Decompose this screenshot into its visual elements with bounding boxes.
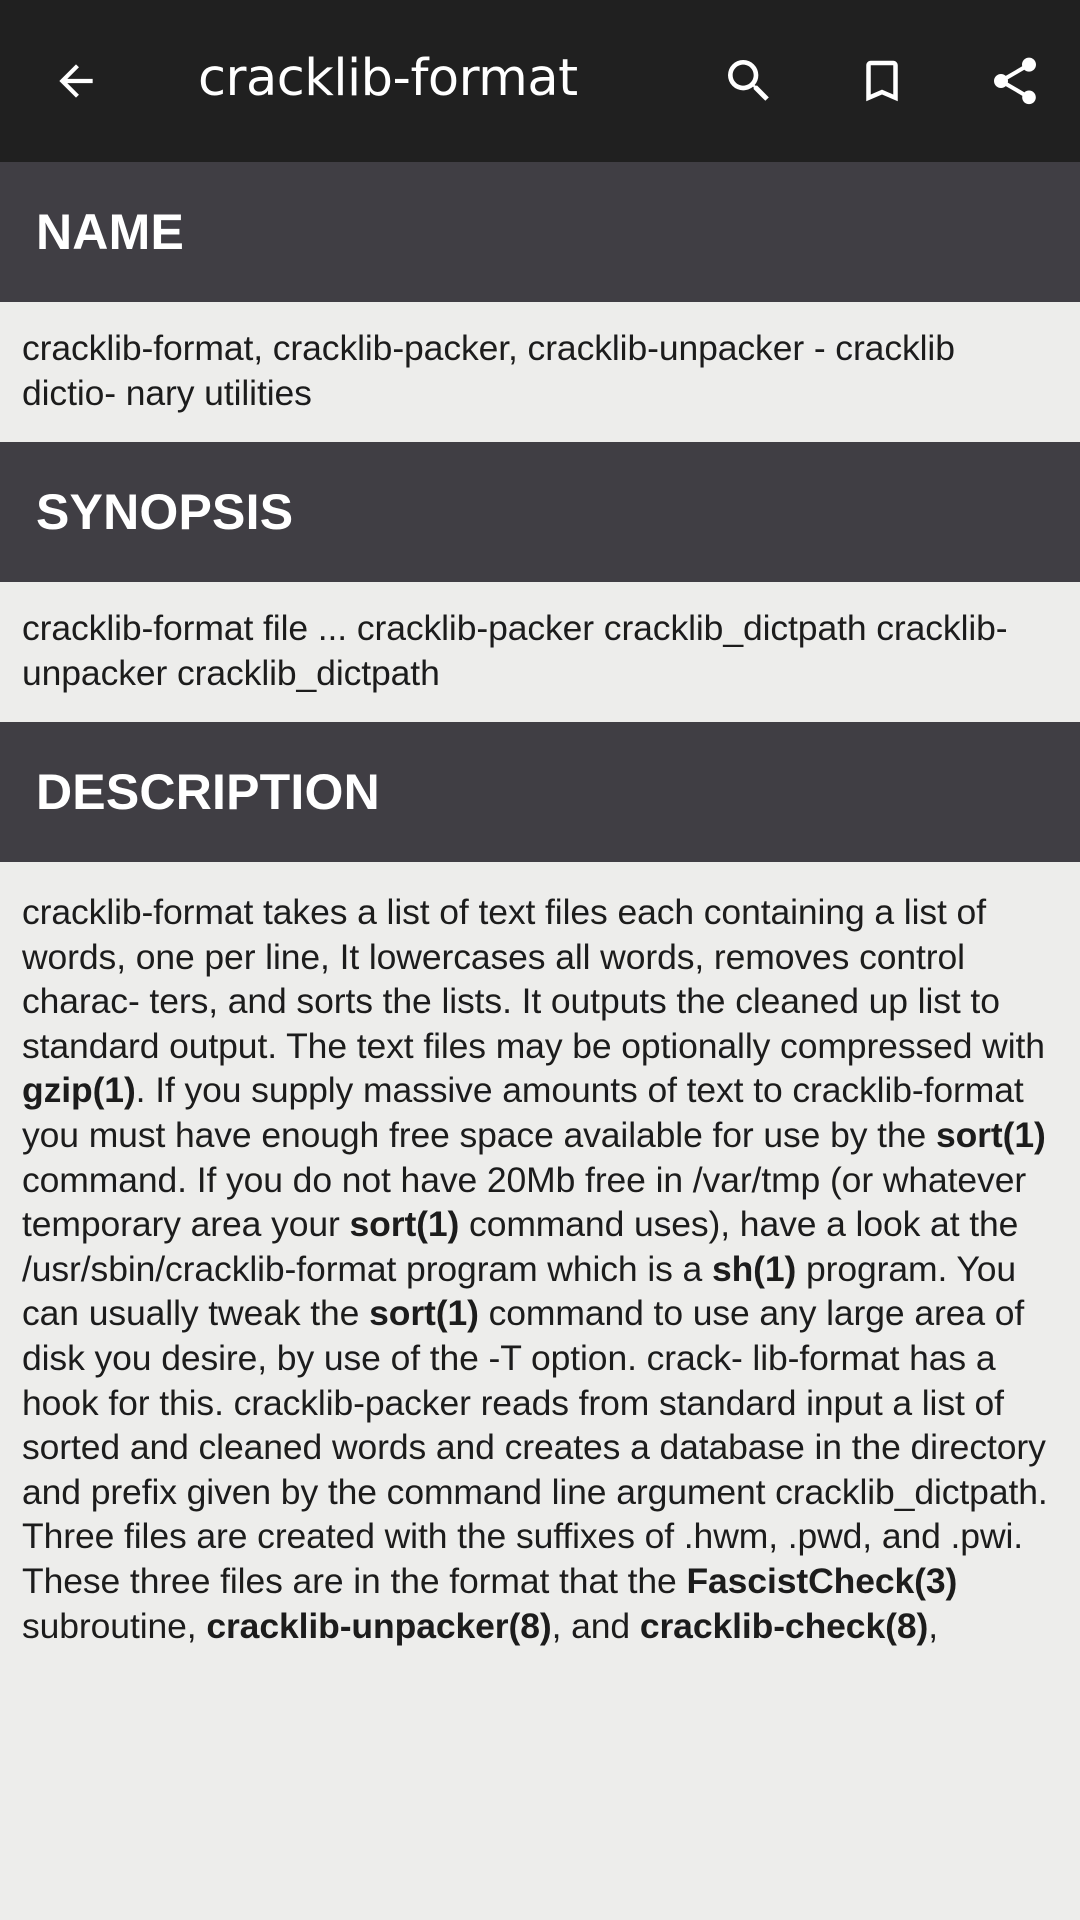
arrow-back-icon bbox=[51, 56, 101, 106]
section-body-synopsis bbox=[0, 582, 1080, 722]
text-run: . If you supply massive amounts of text to cracklib-format you must have enough free space available for use by the bbox=[22, 1070, 1024, 1155]
man-reference-fascistcheck: FascistCheck(3) bbox=[686, 1560, 958, 1601]
share-button[interactable] bbox=[975, 41, 1055, 121]
back-button[interactable] bbox=[36, 41, 116, 121]
text-run: , and bbox=[551, 1605, 640, 1646]
share-icon bbox=[987, 53, 1043, 109]
text-run: subroutine, bbox=[22, 1605, 207, 1646]
section-header-synopsis bbox=[0, 442, 1080, 582]
bookmark-icon bbox=[855, 54, 909, 108]
man-reference-cracklib-unpacker: cracklib-unpacker(8) bbox=[206, 1605, 552, 1646]
man-reference-cracklib-check: cracklib-check(8) bbox=[639, 1605, 929, 1646]
section-text: cracklib-format, cracklib-packer, cracklib-unpacker - cracklib dictio- nary utilities bbox=[22, 328, 955, 413]
section-header-description bbox=[0, 722, 1080, 862]
text-run: command to use any large area of disk you desire, by use of the -T option. crack- lib-format has a hook for this. cracklib-packer reads from standard input a list of sorted and cleaned words and creates a database in the directory and prefix given by the command line argument cracklib_dictpath. Three files are created with the suffixes of .hwm, .pwd, and .pwi. These three files are in the format that the bbox=[22, 1293, 1048, 1601]
section-heading: DESCRIPTION bbox=[36, 764, 380, 820]
section-heading: SYNOPSIS bbox=[36, 484, 294, 540]
man-reference-sort: sort(1) bbox=[935, 1114, 1046, 1155]
bookmark-button[interactable] bbox=[842, 41, 922, 121]
page-title: cracklib-format bbox=[198, 49, 578, 108]
man-page-content bbox=[0, 162, 1080, 1670]
search-icon bbox=[721, 53, 777, 109]
text-run: cracklib-format takes a list of text files each containing a list of words, one per line, It lowercases all words, removes control charac- ters, and sorts the lists. It outputs the cleaned up list to standard output. The text files may be optionally compressed with bbox=[22, 892, 1045, 1066]
text-run: command. If you do not have 20Mb free in /var/tmp (or whatever temporary area your bbox=[22, 1159, 1027, 1245]
app-bar bbox=[0, 0, 1080, 162]
man-reference-gzip: gzip(1) bbox=[22, 1070, 136, 1111]
section-heading: NAME bbox=[36, 204, 185, 260]
search-button[interactable] bbox=[709, 41, 789, 121]
section-header-name bbox=[0, 162, 1080, 302]
section-text bbox=[22, 890, 1058, 1648]
text-run: command uses), have a look at the /usr/sbin/cracklib-format program which is a bbox=[22, 1204, 1019, 1289]
section-body-name bbox=[0, 302, 1080, 442]
man-reference-sh: sh(1) bbox=[711, 1248, 797, 1289]
section-text: cracklib-format file ... cracklib-packer cracklib_dictpath cracklib-unpacker cracklib_dictpath bbox=[22, 608, 1008, 693]
man-reference-sort: sort(1) bbox=[349, 1204, 460, 1245]
text-run: program. You can usually tweak the bbox=[22, 1248, 1017, 1334]
section-body-description bbox=[0, 862, 1080, 1670]
man-reference-sort: sort(1) bbox=[369, 1293, 479, 1334]
text-run: , bbox=[928, 1605, 938, 1646]
